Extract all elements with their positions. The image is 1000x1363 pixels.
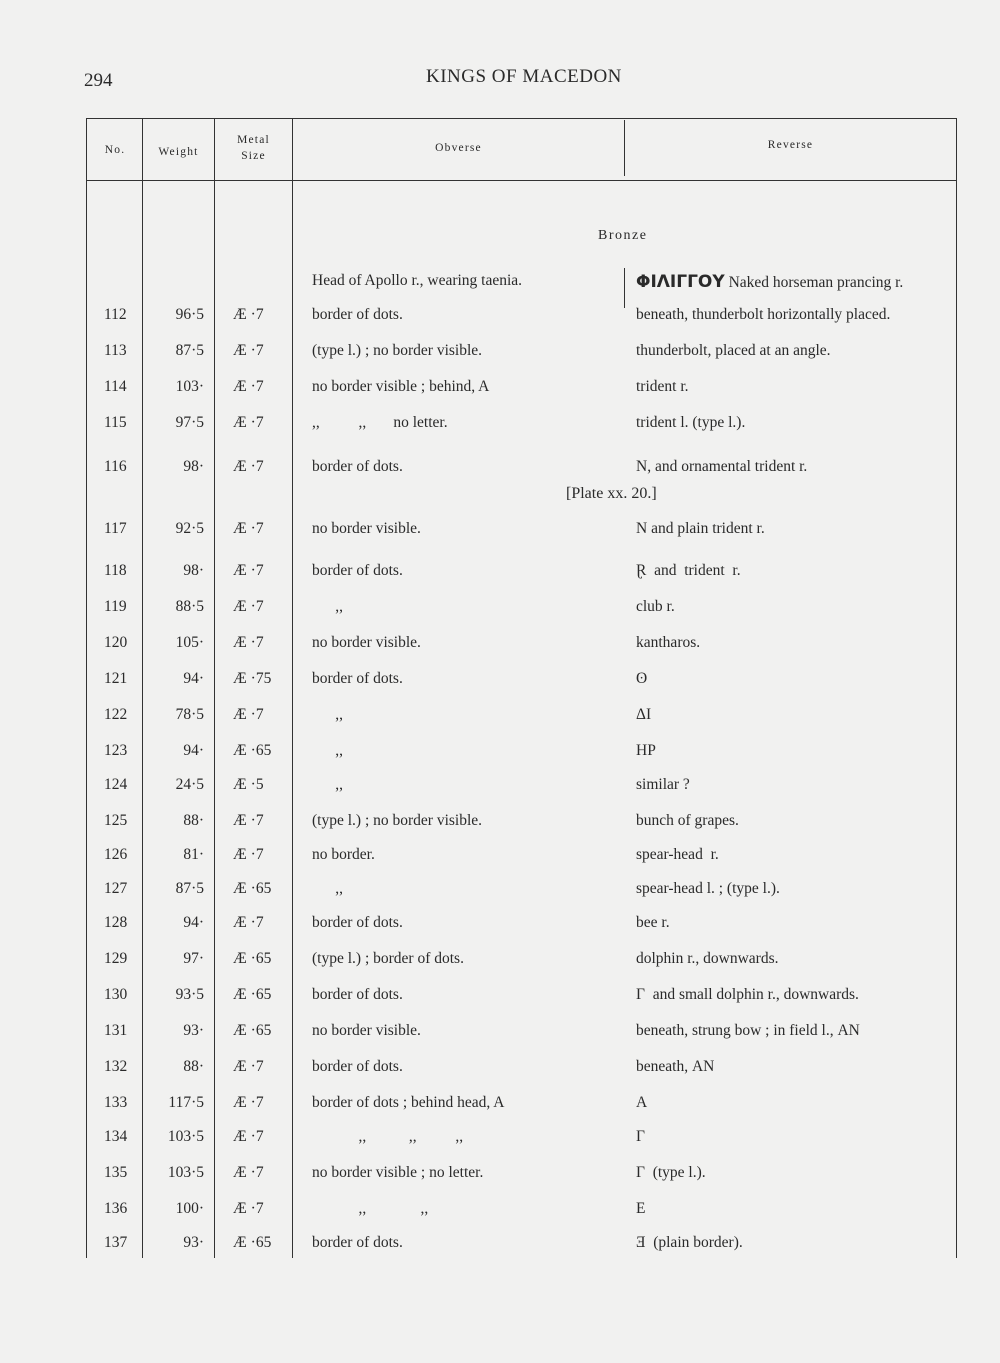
row-metal-size: Æ ·7 [233,598,264,615]
table-row [0,742,1000,766]
table-row [0,1164,1000,1188]
row-obverse: border of dots. [312,306,403,323]
row-metal-size: Æ ·7 [233,342,264,359]
row-number: 123 [104,742,128,759]
table-row [0,1200,1000,1224]
row-reverse: spear-head l. ; (type l.). [636,880,780,897]
row-metal-size: Æ ·7 [233,634,264,651]
row-number: 117 [104,520,127,537]
row-obverse: ,, [312,742,343,759]
row-metal-size: Æ ·7 [233,1128,264,1145]
intro-row [0,272,1000,296]
row-reverse: Ɽ and trident r. [636,562,741,579]
row-weight: 92·5 [175,520,204,537]
row-reverse: trident r. [636,378,689,395]
row-weight: 97· [183,950,204,967]
row-number: 113 [104,342,127,359]
row-metal-size: Æ ·7 [233,812,264,829]
row-number: 129 [104,950,128,967]
table-row [0,378,1000,402]
row-reverse: E [636,1200,646,1217]
row-weight: 105· [175,634,204,651]
row-weight: 98· [183,562,204,579]
row-number: 122 [104,706,128,723]
row-reverse: trident l. (type l.). [636,414,746,431]
table-row [0,776,1000,800]
row-metal-size: Æ ·7 [233,414,264,431]
row-weight: 88· [183,812,204,829]
row-obverse: border of dots. [312,1234,403,1251]
row-number: 137 [104,1234,128,1251]
table-row [0,306,1000,330]
row-reverse: spear-head r. [636,846,719,863]
table-row [0,598,1000,622]
header-bottom-rule [86,180,956,181]
row-obverse: ,, [312,598,343,615]
row-metal-size: Æ ·65 [233,1234,272,1251]
row-obverse: (type l.) ; no border visible. [312,342,483,359]
row-weight: 78·5 [175,706,204,723]
row-metal-size: Æ ·7 [233,1058,264,1075]
row-number: 136 [104,1200,128,1217]
table-row [0,1234,1000,1258]
row-reverse: dolphin r., downwards. [636,950,779,967]
row-reverse: Ǝ (plain border). [636,1234,743,1251]
row-number: 120 [104,634,128,651]
row-reverse: ΗΡ [636,742,656,759]
table-top-rule [86,118,956,119]
row-weight: 87·5 [175,880,204,897]
table-row [0,562,1000,586]
row-metal-size: Æ ·7 [233,706,264,723]
row-reverse: ʘ [636,670,648,687]
table-row [0,1094,1000,1118]
table-row [0,1058,1000,1082]
row-weight: 94· [183,914,204,931]
table-row [0,1128,1000,1152]
row-reverse: thunderbolt, placed at an angle. [636,342,831,359]
row-number: 126 [104,846,128,863]
row-reverse: beneath, ΑΝ [636,1058,715,1075]
row-weight: 94· [183,670,204,687]
row-reverse: Γ and small dolphin r., downwards. [636,986,859,1003]
row-obverse: (type l.) ; no border visible. [312,812,483,829]
row-number: 124 [104,776,128,793]
row-reverse: beneath, strung bow ; in field l., ΑΝ [636,1022,860,1039]
row-weight: 93·5 [175,986,204,1003]
row-metal-size: Æ ·7 [233,378,264,395]
row-reverse: Γ (type l.). [636,1164,706,1181]
page-number: 294 [84,70,113,91]
plate-reference: [Plate xx. 20.] [566,485,657,502]
row-number: 131 [104,1022,128,1039]
row-obverse: ,, [312,880,343,897]
row-metal-size: Æ ·65 [233,986,272,1003]
row-metal-size: Æ ·7 [233,846,264,863]
row-number: 130 [104,986,128,1003]
row-metal-size: Æ ·65 [233,742,272,759]
row-obverse: no border visible. [312,1022,421,1039]
row-metal-size: Æ ·7 [233,306,264,323]
row-number: 112 [104,306,127,323]
row-number: 119 [104,598,127,615]
row-obverse: border of dots. [312,458,403,475]
row-weight: 98· [183,458,204,475]
row-reverse: bee r. [636,914,670,931]
table-row [0,986,1000,1010]
row-weight: 93· [183,1234,204,1251]
row-obverse: no border visible ; behind, A [312,378,490,395]
row-metal-size: Æ ·65 [233,1022,272,1039]
row-obverse: border of dots. [312,986,403,1003]
row-metal-size: Æ ·7 [233,458,264,475]
row-obverse: border of dots. [312,914,403,931]
row-number: 134 [104,1128,128,1145]
table-row [0,706,1000,730]
row-weight: 87·5 [175,342,204,359]
row-obverse: no border. [312,846,375,863]
reverse-description: Naked horseman prancing r. [724,274,904,291]
section-title: Bronze [598,228,648,243]
row-number: 115 [104,414,127,431]
table-row [0,1022,1000,1046]
table-row [0,520,1000,544]
row-metal-size: Æ ·7 [233,520,264,537]
row-reverse: club r. [636,598,675,615]
row-number: 135 [104,1164,128,1181]
row-weight: 103· [175,378,204,395]
row-weight: 96·5 [175,306,204,323]
row-obverse: border of dots. [312,670,403,687]
row-reverse: bunch of grapes. [636,812,739,829]
row-obverse: no border visible. [312,634,421,651]
reverse-legend: ΦΙΛΙΓΓΟΥ [636,272,725,292]
row-metal-size: Æ ·7 [233,562,264,579]
row-obverse: border of dots. [312,562,403,579]
row-obverse: no border visible. [312,520,421,537]
row-weight: 88·5 [175,598,204,615]
row-weight: 81· [183,846,204,863]
table-row [0,458,1000,482]
row-reverse: beneath, thunderbolt horizontally placed. [636,306,891,323]
row-metal-size: Æ ·7 [233,914,264,931]
row-obverse: ,, ,, [312,1200,429,1217]
table-row [0,914,1000,938]
row-obverse: border of dots. [312,1058,403,1075]
table-row [0,670,1000,694]
row-number: 133 [104,1094,128,1111]
row-metal-size: Æ ·65 [233,950,272,967]
column-header-no: No. [104,144,126,156]
row-number: 125 [104,812,128,829]
row-weight: 88· [183,1058,204,1075]
row-weight: 117·5 [168,1094,204,1111]
row-reverse: N and plain trident r. [636,520,765,537]
row-weight: 94· [183,742,204,759]
table-row [0,414,1000,438]
table-row [0,634,1000,658]
row-obverse: border of dots ; behind head, A [312,1094,505,1111]
row-metal-size: Æ ·7 [233,1200,264,1217]
column-header-weight: Weight [158,146,199,158]
row-obverse: ,, ,, no letter. [312,414,448,431]
table-row [0,846,1000,870]
column-header-metal: Metal [237,134,270,146]
row-reverse: A [636,1094,648,1111]
row-reverse: ΔΙ [636,706,652,723]
running-title: KINGS OF MACEDON [426,66,622,87]
row-number: 114 [104,378,127,395]
row-reverse: similar ? [636,776,690,793]
row-obverse: ,, [312,706,343,723]
row-weight: 97·5 [175,414,204,431]
table-row [0,812,1000,836]
column-header-reverse: Reverse [767,139,814,151]
table-row [0,342,1000,366]
row-weight: 103·5 [167,1128,204,1145]
row-number: 132 [104,1058,128,1075]
row-reverse: Γ [636,1128,645,1145]
row-weight: 93· [183,1022,204,1039]
table-row [0,950,1000,974]
row-metal-size: Æ ·65 [233,880,272,897]
row-reverse: kantharos. [636,634,701,651]
intro-reverse [636,272,903,292]
row-metal-size: Æ ·7 [233,1164,264,1181]
row-reverse: N, and ornamental trident r. [636,458,808,475]
row-number: 121 [104,670,128,687]
row-number: 127 [104,880,128,897]
row-weight: 24·5 [175,776,204,793]
row-metal-size: Æ ·7 [233,1094,264,1111]
table-row [0,880,1000,904]
row-number: 118 [104,562,127,579]
row-metal-size: Æ ·75 [233,670,272,687]
column-header-obverse: Obverse [435,142,482,154]
column-header-size: Size [241,150,266,162]
row-number: 116 [104,458,127,475]
row-obverse: (type l.) ; border of dots. [312,950,464,967]
row-weight: 103·5 [167,1164,204,1181]
row-metal-size: Æ ·5 [233,776,264,793]
intro-obverse: Head of Apollo r., wearing taenia. [312,272,523,289]
row-obverse: ,, [312,776,343,793]
row-number: 128 [104,914,128,931]
row-weight: 100· [175,1200,204,1217]
row-obverse: ,, ,, ,, [312,1128,464,1145]
row-obverse: no border visible ; no letter. [312,1164,484,1181]
